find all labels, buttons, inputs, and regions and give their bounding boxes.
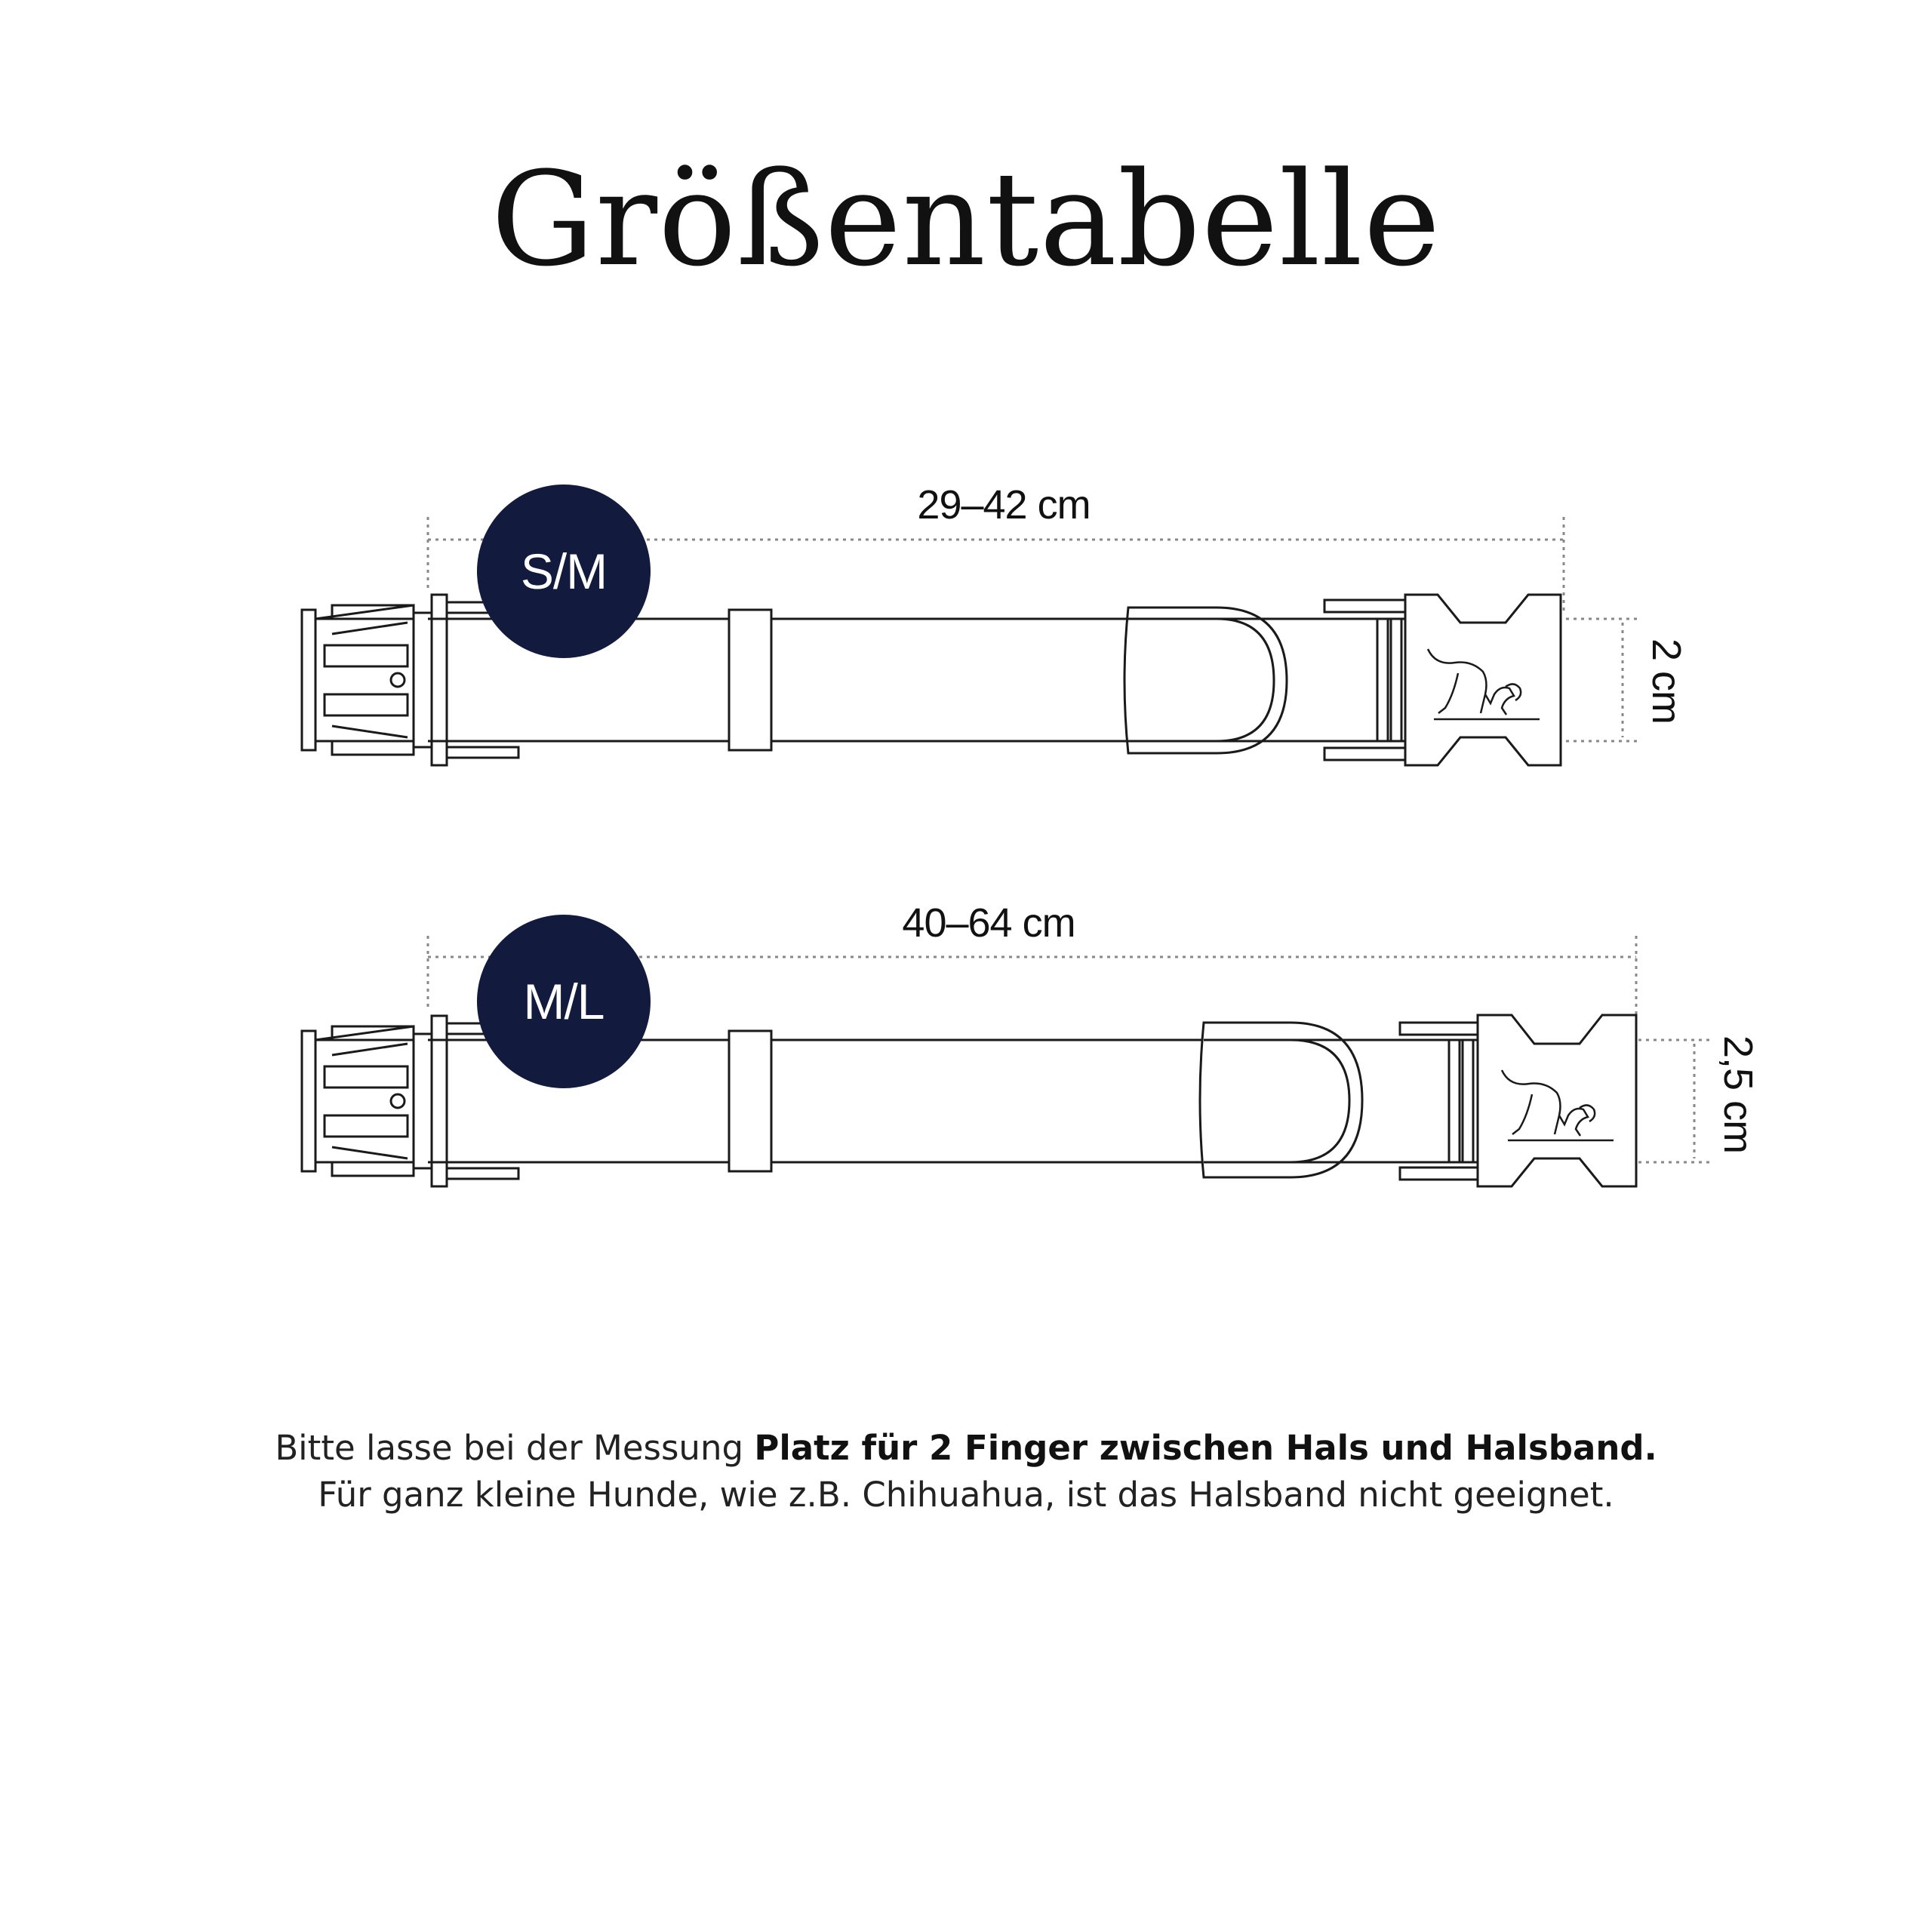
note-line-2: Für ganz kleine Hunde, wie z.B. Chihuahua, ist das Halsband nicht geeignet. xyxy=(318,1475,1614,1515)
note-text: Bitte lasse bei der Messung xyxy=(275,1428,755,1468)
note-emphasis: Platz für 2 Finger zwischen Hals und Halsband. xyxy=(754,1428,1657,1468)
sizing-note xyxy=(0,1425,1932,1518)
width-label-sm: 2 cm xyxy=(1644,638,1689,724)
width-label-ml: 2,5 cm xyxy=(1715,1035,1761,1154)
length-label-ml: 40–64 cm xyxy=(902,900,1075,946)
size-badge-sm: S/M xyxy=(477,485,651,658)
page-title: Größentabelle xyxy=(491,143,1441,295)
length-label-sm: 29–42 cm xyxy=(917,482,1091,528)
size-badge-ml: M/L xyxy=(477,915,651,1088)
note-line-1 xyxy=(0,1425,1932,1472)
collar-diagram-sm xyxy=(0,468,1932,815)
collar-diagram-ml xyxy=(0,891,1932,1238)
